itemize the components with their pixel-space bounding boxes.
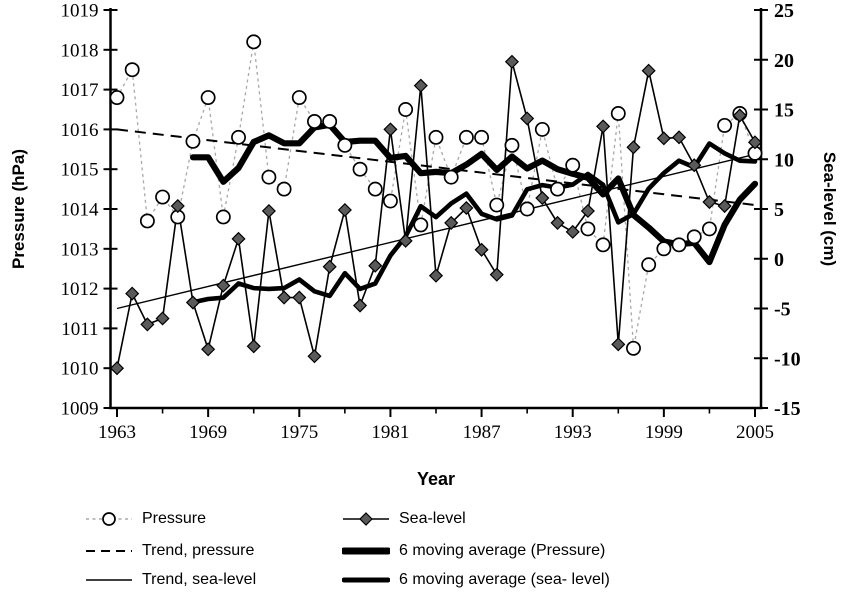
pressure-point bbox=[399, 103, 412, 116]
legend-item-ma-sea-level bbox=[342, 568, 610, 592]
pressure-point bbox=[429, 131, 442, 144]
sea-level-point bbox=[597, 120, 609, 132]
legend-label-pressure: Pressure bbox=[142, 510, 207, 527]
pressure-point bbox=[247, 35, 260, 48]
sea-level-point bbox=[475, 244, 487, 256]
sea-level-point bbox=[202, 343, 214, 355]
pressure-point bbox=[445, 171, 458, 184]
legend-label-trend-sea-level: Trend, sea-level bbox=[142, 571, 257, 588]
pressure-point bbox=[156, 190, 169, 203]
pressure-point bbox=[353, 163, 366, 176]
ma-pressure-line bbox=[193, 125, 755, 262]
pressure-point bbox=[293, 91, 306, 104]
pressure-point bbox=[566, 159, 579, 172]
sea-level-marker-icon bbox=[342, 509, 390, 529]
right-axis-tick-label: 15 bbox=[774, 99, 794, 122]
sea-level-point bbox=[703, 196, 715, 208]
x-axis-tick-label: 1963 bbox=[98, 422, 136, 443]
legend-label-ma-sea-level: 6 moving average (sea- level) bbox=[399, 571, 610, 588]
pressure-point bbox=[202, 91, 215, 104]
left-axis-tick-label: 1016 bbox=[60, 119, 99, 141]
right-axis-tick-label: -5 bbox=[774, 298, 791, 321]
left-axis-tick-label: 1010 bbox=[60, 358, 99, 380]
sea-level-point bbox=[308, 350, 320, 362]
right-axis-tick-label: 5 bbox=[774, 199, 784, 221]
right-axis-title: Sea-level (cm) bbox=[820, 151, 839, 267]
legend-item-trend-pressure bbox=[85, 539, 254, 563]
right-axis-tick-label: 0 bbox=[774, 248, 784, 271]
x-axis-tick-label: 1975 bbox=[280, 422, 319, 443]
sea-level-point bbox=[642, 64, 654, 76]
left-axis-tick-label: 1019 bbox=[60, 0, 99, 22]
x-axis-title: Year bbox=[416, 469, 456, 489]
right-axis-tick-label: -10 bbox=[774, 348, 801, 371]
legend-label-sea-level: Sea-level bbox=[399, 510, 466, 527]
pressure-point bbox=[551, 183, 564, 196]
legend-item-ma-pressure bbox=[342, 539, 605, 563]
left-axis-tick-label: 1018 bbox=[60, 40, 99, 62]
sea-level-point bbox=[354, 299, 366, 311]
sea-level-point bbox=[567, 226, 579, 238]
sea-level-point bbox=[536, 192, 548, 204]
sea-level-point bbox=[278, 291, 290, 303]
sea-level-point bbox=[156, 312, 168, 324]
pressure-point bbox=[126, 63, 139, 76]
sea-level-point bbox=[673, 131, 685, 143]
pressure-point bbox=[490, 198, 503, 211]
sea-level-point bbox=[506, 56, 518, 68]
sea-level-point bbox=[248, 340, 260, 352]
x-axis-tick-label: 2005 bbox=[736, 422, 774, 443]
pressure-point bbox=[627, 342, 640, 355]
pressure-point bbox=[581, 222, 594, 235]
sea-level-point bbox=[141, 318, 153, 330]
pressure-point bbox=[323, 115, 336, 128]
pressure-point bbox=[277, 183, 290, 196]
pressure-point bbox=[369, 183, 382, 196]
pressure-point bbox=[414, 218, 427, 231]
pressure-point bbox=[110, 91, 123, 104]
ma-pressure-line-icon bbox=[342, 541, 390, 561]
left-axis-tick-label: 1017 bbox=[60, 80, 99, 102]
sea-level-point bbox=[263, 205, 275, 217]
sea-level-point bbox=[232, 233, 244, 245]
legend-item-pressure bbox=[85, 507, 206, 531]
left-axis-tick-label: 1012 bbox=[60, 279, 99, 301]
pressure-point bbox=[232, 131, 245, 144]
sea-level-point bbox=[187, 296, 199, 308]
ma-sea-level-line-icon bbox=[342, 570, 390, 590]
pressure-point bbox=[308, 115, 321, 128]
left-axis-tick-label: 1013 bbox=[60, 239, 99, 261]
pressure-point bbox=[186, 135, 199, 148]
right-axis-tick-label: 25 bbox=[774, 0, 794, 22]
sea-level-point bbox=[551, 217, 563, 229]
x-axis-tick-label: 1981 bbox=[371, 422, 410, 443]
sea-level-point bbox=[749, 136, 761, 148]
trend-pressure-line-icon bbox=[85, 541, 133, 561]
pressure-point bbox=[384, 194, 397, 207]
pressure-point bbox=[505, 139, 518, 152]
pressure-point bbox=[460, 131, 473, 144]
legend-label-trend-pressure: Trend, pressure bbox=[142, 542, 255, 559]
sea-level-point bbox=[126, 287, 138, 299]
pressure-marker-icon bbox=[85, 509, 133, 529]
sea-level-point bbox=[339, 204, 351, 216]
pressure-point bbox=[521, 202, 534, 215]
pressure-point bbox=[657, 242, 670, 255]
left-axis-tick-label: 1015 bbox=[60, 159, 99, 181]
right-axis-tick-label: 20 bbox=[774, 49, 794, 72]
left-axis-tick-label: 1011 bbox=[61, 318, 99, 340]
pressure-point bbox=[642, 258, 655, 271]
legend-item-sea-level bbox=[342, 507, 466, 531]
x-axis-tick-label: 1999 bbox=[644, 422, 683, 443]
sea-level-point bbox=[384, 123, 396, 135]
pressure-point bbox=[703, 222, 716, 235]
pressure-point bbox=[262, 171, 275, 184]
trend-sea-level-line-icon bbox=[85, 570, 133, 590]
sea-level-point bbox=[627, 141, 639, 153]
legend-label-ma-pressure: 6 moving average (Pressure) bbox=[399, 542, 606, 559]
left-axis-tick-label: 1009 bbox=[60, 398, 99, 420]
pressure-point bbox=[718, 119, 731, 132]
sea-level-point bbox=[293, 291, 305, 303]
pressure-point bbox=[141, 214, 154, 227]
sea-level-point bbox=[369, 260, 381, 272]
sea-level-point bbox=[430, 269, 442, 281]
pressure-point bbox=[672, 238, 685, 251]
pressure-connector-line bbox=[117, 42, 755, 349]
left-axis-tick-label: 1014 bbox=[60, 199, 99, 221]
pressure-point bbox=[217, 210, 230, 223]
sea-level-point bbox=[582, 205, 594, 217]
pressure-point bbox=[475, 131, 488, 144]
pressure-point bbox=[338, 139, 351, 152]
x-axis-tick-label: 1969 bbox=[189, 422, 228, 443]
left-axis-title: Pressure (hPa) bbox=[9, 149, 28, 269]
sea-level-point bbox=[521, 112, 533, 124]
right-axis-tick-label: 10 bbox=[774, 149, 794, 172]
pressure-point bbox=[596, 238, 609, 251]
pressure-point bbox=[612, 107, 625, 120]
pressure-point bbox=[536, 123, 549, 136]
sea-level-point bbox=[491, 268, 503, 280]
legend-item-trend-sea-level bbox=[85, 568, 256, 592]
sea-level-point bbox=[323, 261, 335, 273]
sea-level-point bbox=[415, 79, 427, 91]
x-axis-tick-label: 1987 bbox=[462, 422, 501, 443]
sea-level-point bbox=[612, 338, 624, 350]
right-axis-tick-label: -15 bbox=[774, 398, 801, 420]
x-axis-tick-label: 1993 bbox=[553, 422, 592, 443]
pressure-point bbox=[688, 230, 701, 243]
sea-level-point bbox=[111, 362, 123, 374]
sea-level-point bbox=[658, 132, 670, 144]
